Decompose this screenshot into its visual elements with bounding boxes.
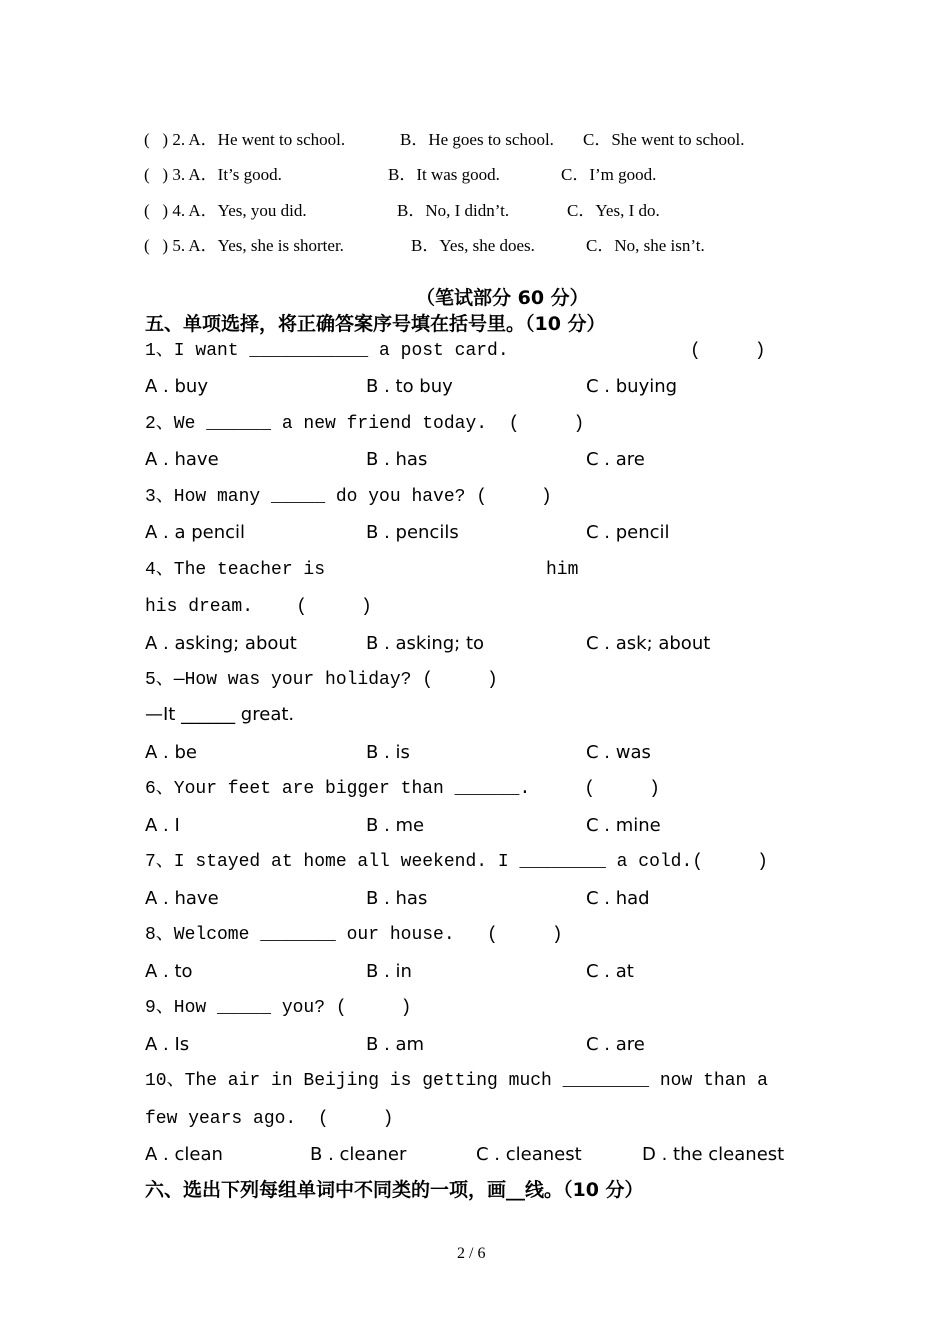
question-2: 2、We ______ a new friend today. ( ) xyxy=(145,414,585,434)
option-a: A . clean xyxy=(145,1144,223,1165)
question-10: 10、The air in Beijing is getting much ________ now than a xyxy=(145,1071,768,1091)
question-4: 4、The teacher is xyxy=(145,560,326,580)
question-4-continued: him xyxy=(546,560,579,580)
question-1: 1、I want ___________ a post card. xyxy=(145,341,509,361)
option-b: B . me xyxy=(366,815,425,836)
question-5: 5、—How was your holiday? ( ) xyxy=(145,670,498,690)
listening-item-4-b: B．No, I didn’t. xyxy=(397,201,510,220)
listening-item-5-b: B．Yes, she does. xyxy=(411,236,535,255)
listening-item-2-c: C．She went to school. xyxy=(583,130,745,149)
option-c: C . at xyxy=(586,961,634,982)
option-a: A . be xyxy=(145,742,197,763)
option-a: A . have xyxy=(145,449,219,470)
option-a: A . have xyxy=(145,888,219,909)
written-part-title: （笔试部分 60 分） xyxy=(416,287,589,309)
question-4-options xyxy=(145,633,845,655)
option-a: A . Is xyxy=(145,1034,190,1055)
option-a: A . I xyxy=(145,815,180,836)
listening-item-4-c: C．Yes, I do. xyxy=(567,201,660,220)
question-3-options xyxy=(145,522,845,544)
option-c: C . mine xyxy=(586,815,661,836)
listening-item-2-a: ( ) 2. A．He went to school. xyxy=(144,130,346,149)
option-c: C . was xyxy=(586,742,651,763)
listening-item-3-c: C．I’m good. xyxy=(561,165,657,184)
section-6-title: 六、选出下列每组单词中不同类的一项，画__线。（10 分） xyxy=(145,1179,644,1201)
option-b: B . am xyxy=(366,1034,425,1055)
section-5-title: 五、单项选择，将正确答案序号填在括号里。（10 分） xyxy=(145,313,606,335)
question-3: 3、How many _____ do you have? ( ) xyxy=(145,487,552,507)
question-7: 7、I stayed at home all weekend. I ________ a cold.( ) xyxy=(145,852,768,872)
listening-item-4-a: ( ) 4. A．Yes, you did. xyxy=(144,201,307,220)
question-9-options xyxy=(145,1034,845,1056)
option-b: B . pencils xyxy=(366,522,459,543)
option-a: A . a pencil xyxy=(145,522,246,543)
option-c: C . pencil xyxy=(586,522,670,543)
question-10-line-2: few years ago. ( ) xyxy=(145,1109,394,1129)
option-b: B . asking; to xyxy=(366,633,485,654)
option-a: A . asking; about xyxy=(145,633,297,654)
question-5-line-2: —It ______ great. xyxy=(145,704,295,725)
question-1-answer-bracket: ( ) xyxy=(690,341,766,361)
option-b: B . cleaner xyxy=(310,1144,407,1165)
listening-item-2-b: B．He goes to school. xyxy=(400,130,554,149)
option-a: A . buy xyxy=(145,376,208,397)
question-2-options xyxy=(145,449,845,471)
option-c: C . buying xyxy=(586,376,678,397)
listening-item-3-b: B．It was good. xyxy=(388,165,500,184)
option-c: C . had xyxy=(586,888,650,909)
question-10-options xyxy=(145,1144,845,1166)
question-1-options xyxy=(145,376,845,398)
question-6: 6、Your feet are bigger than ______. ( ) xyxy=(145,779,660,799)
question-9: 9、How _____ you? ( ) xyxy=(145,998,412,1018)
question-8: 8、Welcome _______ our house. ( ) xyxy=(145,925,563,945)
question-7-options xyxy=(145,888,845,910)
page-number: 2 / 6 xyxy=(457,1245,486,1262)
question-8-options xyxy=(145,961,845,983)
question-6-options xyxy=(145,815,845,837)
option-c: C . are xyxy=(586,1034,645,1055)
option-c: C . are xyxy=(586,449,645,470)
option-b: B . to buy xyxy=(366,376,453,397)
option-c: C . ask; about xyxy=(586,633,711,654)
option-c: C . cleanest xyxy=(476,1144,582,1165)
question-4-line-2: his dream. ( ) xyxy=(145,597,372,617)
option-b: B . is xyxy=(366,742,410,763)
option-d: D . the cleanest xyxy=(642,1144,785,1165)
option-a: A . to xyxy=(145,961,193,982)
question-5-options xyxy=(145,742,845,764)
listening-item-5-c: C．No, she isn’t. xyxy=(586,236,705,255)
listening-item-5-a: ( ) 5. A．Yes, she is shorter. xyxy=(144,236,344,255)
option-b: B . has xyxy=(366,449,428,470)
listening-item-3-a: ( ) 3. A．It’s good. xyxy=(144,165,282,184)
option-b: B . in xyxy=(366,961,412,982)
option-b: B . has xyxy=(366,888,428,909)
